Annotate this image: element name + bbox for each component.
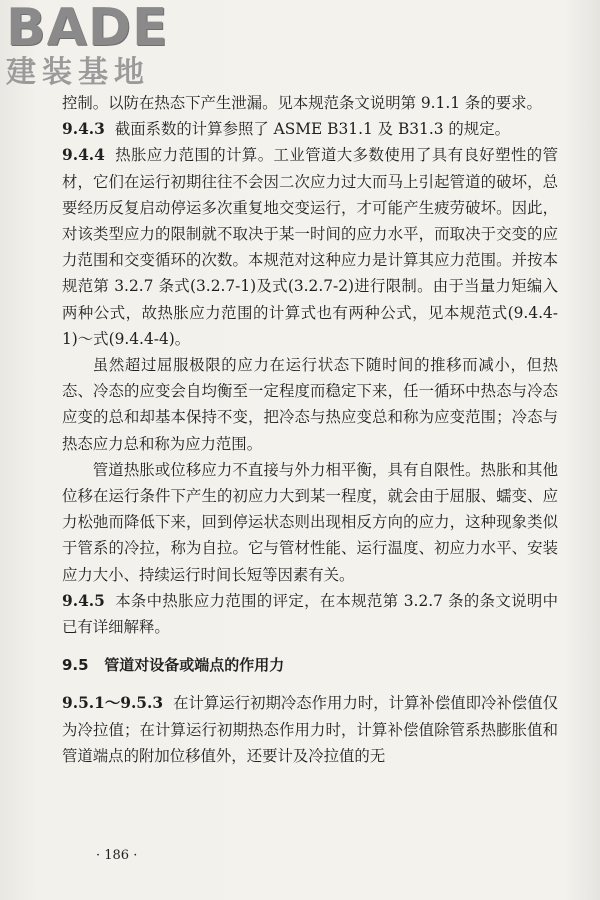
clause-9-4-3 [62,116,558,142]
clause-text: 在计算运行初期冷态作用力时，计算补偿值即冷补偿值仅为冷拉值；在计算运行初期热态作用力时，计算补偿值除管系热膨胀值和管道端点的附加位移值外，还要计及冷拉值的无 [62,694,558,765]
section-number: 9.5 [62,656,89,675]
page-number: · 186 · [96,848,138,863]
paragraph-strain-range [62,352,558,457]
logo-text-cn: 建装基地 [6,55,150,90]
clause-number: 9.4.5 [62,591,105,610]
clause-number: 9.4.4 [62,146,105,165]
watermark-logo [6,2,186,90]
paragraph-self-limiting [62,457,558,588]
clause-9-4-5 [62,588,558,640]
clause-9-5-1-to-9-5-3 [62,690,558,769]
body-text [62,90,558,769]
clause-text: 本条中热胀应力范围的评定，在本规范第 3.2.7 条的条文说明中已有详细解释。 [62,591,558,637]
paragraph-text: 控制。以防在热态下产生泄漏。见本规范条文说明第 9.1.1 条的要求。 [62,94,542,112]
paragraph-text: 管道热胀或位移应力不直接与外力相平衡，具有自限性。热胀和其他位移在运行条件下产生的初应力大到某一程度，就会由于屈服、蠕变、应力松弛而降低下来，回到停运状态则出现相反方向的应力，这种现象类似于管系的冷拉，称为自拉。它与管材性能、运行温度、初应力水平、安装应力大小、持续运行时间长短等因素有关。 [62,460,558,584]
clause-number: 9.5.1～9.5.3 [62,694,164,713]
section-heading [62,652,558,678]
clause-number: 9.4.3 [62,120,105,139]
clause-9-4-4 [62,142,558,352]
paragraph-continuation [62,90,558,116]
clause-text: 截面系数的计算参照了 ASME B31.1 及 B31.3 的规定。 [114,120,510,139]
logo-text-en: BADE [6,0,169,58]
clause-text: 热胀应力范围的计算。工业管道大多数使用了具有良好塑性的管材，它们在运行初期往往不会因二次应力过大而马上引起管道的破坏，总要经历反复启动停运多次重复地交变运行，才可能产生疲劳破坏。因此，对该类型应力的限制就不取决于某一时间的应力水平，而取决于交变的应力范围和交变循环的次数。本规范对这种应力是计算其应力范围。并按本规范第 3.2.7 条式(3.2.7-1)及式(3.2.7-2)进行限制。由于当量力矩编入两种公式，故热胀应力范围的计算式也有两种公式，见本规范式(9.4.4-1)～式(9.4.4-4)。 [62,146,558,348]
paragraph-text: 虽然超过屈服极限的应力在运行状态下随时间的推移而减小，但热态、冷态的应变会自均衡至一定程度而稳定下来，任一循环中热态与冷态应变的总和却基本保持不变，把冷态与热应变总和称为应变范围；冷态与热态应力总和称为应力范围。 [62,356,558,453]
section-title: 管道对设备或端点的作用力 [104,656,285,675]
